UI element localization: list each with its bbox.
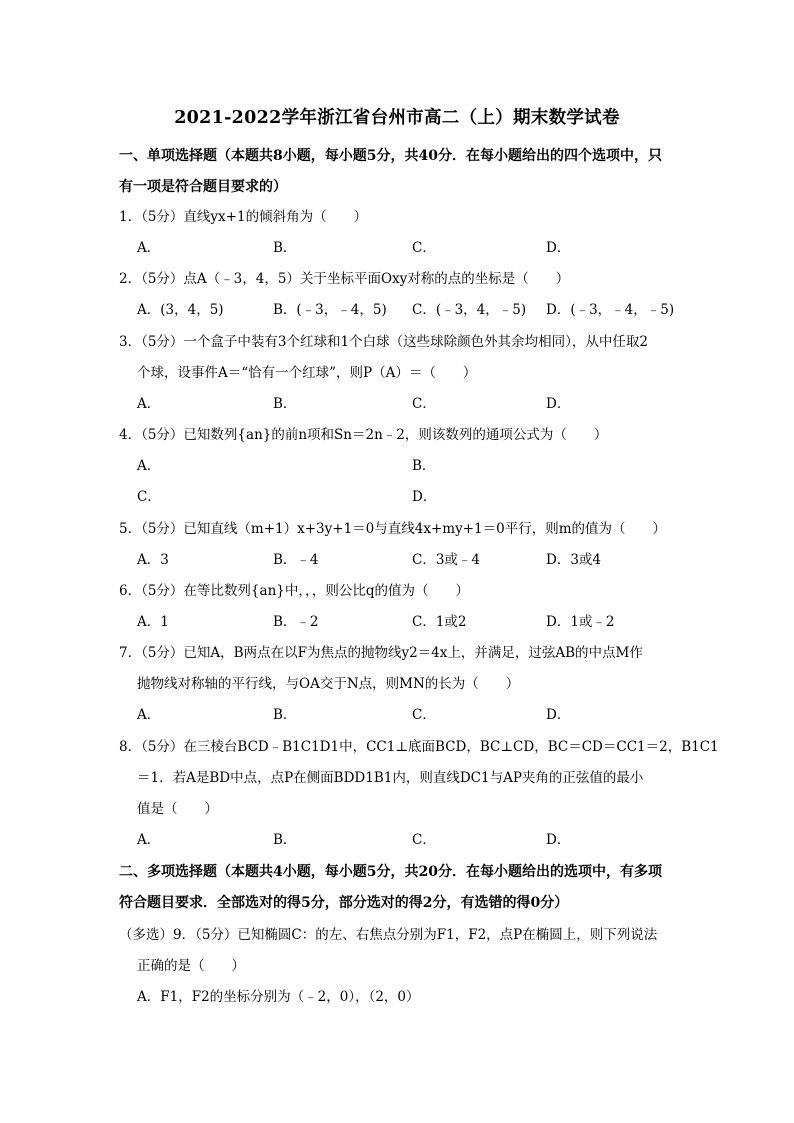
section1-heading-line1: 一、单项选择题（本题共8小题，每小题5分，共40分．在每小题给出的四个选项中，只 [119, 148, 662, 164]
q8-option-d: D． [546, 832, 571, 848]
q6-option-d: D．1或﹣2 [546, 614, 615, 630]
question-7-line1: 7．（5分）已知A，B两点在以F为焦点的抛物线y2＝4x上，并满足，过弦AB的中点M作 [119, 645, 643, 661]
q6-option-a: A．1 [137, 614, 169, 630]
question-5: 5．（5分）已知直线（m+1）x+3y+1＝0与直线4x+my+1＝0平行，则m的值为（ ） [119, 521, 666, 537]
question-8-line3: 值是（ ） [137, 801, 218, 817]
question-3-line1: 3．（5分）一个盒子中装有3个红球和1个白球（这些球除颜色外其余均相同），从中任取2 [119, 334, 648, 350]
q3-option-b: B． [273, 396, 297, 412]
q8-option-c: C． [412, 832, 436, 848]
q4-option-a: A． [137, 458, 161, 474]
question-4: 4．（5分）已知数列{an}的前n项和Sn＝2n﹣2，则该数列的通项公式为（ ） [119, 427, 608, 443]
q7-option-c: C． [412, 707, 436, 723]
q4-option-b: B． [412, 458, 436, 474]
q1-option-c: C． [412, 240, 436, 256]
q6-option-b: B．﹣2 [273, 614, 319, 630]
question-6: 6．（5分）在等比数列{an}中，，，则公比q的值为（ ） [119, 583, 469, 599]
q2-option-b: B．(﹣3，﹣4，5) [273, 302, 387, 318]
question-8-line1: 8．（5分）在三棱台BCD﹣B1C1D1中，CC1⊥底面BCD，BC⊥CD，BC＝CD＝CC1＝2，B1C1 [119, 739, 719, 755]
question-8-line2: ＝1．若A是BD中点，点P在侧面BDD1B1内，则直线DC1与AP夹角的正弦值的最小 [137, 770, 644, 786]
q2-option-c: C．(﹣3，4，﹣5) [412, 302, 527, 318]
q1-option-a: A． [137, 240, 161, 256]
q1-option-d: D． [546, 240, 571, 256]
q2-option-a: A．(3，4，5) [137, 302, 224, 318]
q5-option-d: D．3或4 [546, 552, 602, 568]
q7-option-b: B． [273, 707, 297, 723]
q8-option-a: A． [137, 832, 161, 848]
section2-heading-line2: 符合题目要求．全部选对的得5分，部分选对的得2分，有选错的得0分） [119, 895, 569, 911]
q5-option-b: B．﹣4 [273, 552, 319, 568]
q4-option-c: C． [137, 489, 161, 505]
question-9-line2: 正确的是（ ） [137, 958, 245, 974]
question-9-line1: （多选）9．（5分）已知椭圆C：的左、右焦点分别为F1，F2，点P在椭圆上，则下列说法 [119, 927, 658, 943]
q8-option-b: B． [273, 832, 297, 848]
q2-option-d: D．(﹣3，﹣4，﹣5) [546, 302, 675, 318]
q3-option-d: D． [546, 396, 571, 412]
q7-option-a: A． [137, 707, 161, 723]
q6-option-c: C．1或2 [412, 614, 467, 630]
q9-option-a: A．F1，F2的坐标分别为（﹣2，0），（2，0） [137, 989, 420, 1005]
question-2: 2．（5分）点A（﹣3，4，5）关于坐标平面Oxy对称的点的坐标是（ ） [119, 271, 570, 287]
q5-option-c: C．3或﹣4 [412, 552, 481, 568]
q1-option-b: B． [273, 240, 297, 256]
q3-option-c: C． [412, 396, 436, 412]
section1-heading-line2: 有一项是符合题目要求的） [119, 179, 287, 195]
q7-option-d: D． [546, 707, 571, 723]
question-1: 1．（5分）直线yx+1的倾斜角为（ ） [119, 209, 368, 225]
q4-option-d: D． [412, 489, 437, 505]
q5-option-a: A．3 [137, 552, 169, 568]
section2-heading-line1: 二、多项选择题（本题共4小题，每小题5分，共20分．在每小题给出的选项中，有多项 [119, 864, 662, 880]
question-3-line2: 个球，设事件A＝“恰有一个红球”，则P（A）＝（ ） [137, 365, 477, 381]
page-title: 2021-2022学年浙江省台州市高二（上）期末数学试卷 [174, 108, 620, 128]
question-7-line2: 抛物线对称轴的平行线，与OA交于N点，则MN的长为（ ） [137, 676, 520, 692]
q3-option-a: A． [137, 396, 161, 412]
